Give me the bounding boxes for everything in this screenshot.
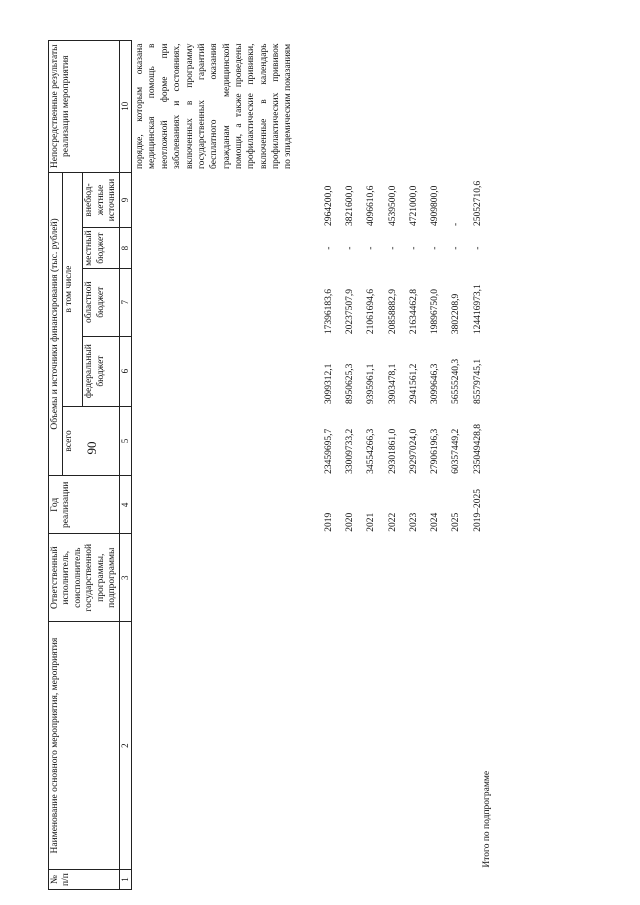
header-including: в том числе (63, 172, 83, 406)
total-cell: 235049428,8 (472, 423, 483, 474)
column-number: 4 (120, 476, 132, 534)
total-cell: 23459695,7 (323, 428, 334, 474)
extra-cell: - (451, 222, 462, 226)
column-number: 3 (120, 534, 132, 622)
column-number: 5 (120, 406, 132, 476)
local-cell: - (323, 246, 334, 250)
program-table (48, 40, 495, 890)
local-cell: - (430, 246, 441, 250)
local-column (312, 228, 495, 268)
regional-cell: 17396183,6 (323, 289, 334, 335)
rotated-document (48, 35, 638, 890)
year-cell: 2021 (366, 512, 377, 532)
header-num: № п/п (49, 870, 120, 890)
column-number: 1 (120, 870, 132, 890)
federal-cell: 8950625,3 (345, 363, 356, 405)
result-text-row (132, 41, 313, 890)
header-name: Наименование основного мероприятия, мероприятия (49, 622, 120, 870)
total-cell: 34554266,3 (366, 428, 377, 474)
federal-cell: 2941561,2 (408, 363, 419, 405)
regional-cell: 3802208,9 (451, 293, 462, 335)
page-number: 90 (84, 441, 99, 455)
year-cell: 2020 (345, 512, 356, 532)
regional-column (312, 268, 495, 336)
column-number: 7 (120, 268, 132, 336)
regional-cell: 20237507,9 (345, 289, 356, 335)
regional-cell: 21061694,6 (366, 289, 377, 335)
total-cell: 29301861,0 (387, 428, 398, 474)
extra-cell: 2964200,0 (323, 185, 334, 226)
result-text: порядке, которым оказана медицинская помощь в неотложной форме при заболеваниях и состояниях, включенных в программу государственных гарантий бесплатного оказания гражданам медицинской помощи, а также проведены профилактические прививки, включенные в календарь профилактических прививок по эпидемическим показаниям (135, 43, 294, 170)
regional-cell: 20858882,9 (387, 289, 398, 335)
local-cell: - (345, 246, 356, 250)
federal-cell: 9395961,1 (366, 363, 377, 405)
subtotal-label: Итого по подпрограмме (482, 770, 493, 868)
total-cell: 27906196,3 (430, 428, 441, 474)
federal-cell: 3099312,1 (323, 363, 334, 405)
column-number: 2 (120, 622, 132, 870)
federal-cell: 85579745,1 (472, 358, 483, 405)
year-cell: 2019–2025 (472, 489, 483, 532)
regional-cell: 21634462,8 (408, 289, 419, 335)
header-results: Непосредственные результаты реализации мероприятия (49, 41, 120, 173)
total-cell: 60357449,2 (451, 428, 462, 474)
extra-cell: 4909800,0 (430, 185, 441, 226)
total-cell: 29297024,0 (408, 428, 419, 474)
years-column (312, 476, 495, 534)
extra-cell: 25052710,6 (472, 180, 483, 226)
column-number: 8 (120, 228, 132, 268)
year-cell: 2023 (408, 512, 419, 532)
column-number-row (120, 41, 132, 890)
header-row-1 (49, 41, 63, 890)
total-cell: 33009733,2 (345, 428, 356, 474)
header-federal: федеральный бюджет (83, 336, 120, 406)
header-year: Год реализации (49, 476, 120, 534)
blank-cell (132, 172, 313, 889)
local-cell: - (366, 246, 377, 250)
regional-cell: 124416973,1 (472, 284, 483, 335)
year-cell: 2019 (323, 512, 334, 532)
year-cell: 2024 (430, 512, 441, 532)
federal-cell: 3903478,1 (387, 363, 398, 405)
column-number: 9 (120, 172, 132, 228)
federal-cell: 3099646,3 (430, 363, 441, 405)
year-cell: 2025 (451, 512, 462, 532)
header-regional: областной бюджет (83, 268, 120, 336)
regional-cell: 19896750,0 (430, 289, 441, 335)
extra-cell: 3821600,0 (345, 185, 356, 226)
total-column (312, 406, 495, 476)
header-local: местный бюджет (83, 228, 120, 268)
local-cell: - (451, 246, 462, 250)
header-funding: Объемы и источники финансирования (тыс. рублей) (49, 172, 63, 476)
column-number: 10 (120, 41, 132, 173)
year-cell: 2022 (387, 512, 398, 532)
federal-column (312, 336, 495, 406)
extra-cell: 4721000,0 (408, 185, 419, 226)
column-number: 6 (120, 336, 132, 406)
local-cell: - (472, 246, 483, 250)
header-executor: Ответственный исполнитель, соисполнитель государственной программы, подпрограммы (49, 534, 120, 622)
extra-cell: 4539500,0 (387, 185, 398, 226)
extra-column (312, 172, 495, 228)
local-cell: - (387, 246, 398, 250)
federal-cell: 56555240,3 (451, 358, 462, 405)
header-extra: внебюд- жетные источники (83, 172, 120, 228)
header-total: всего (63, 406, 120, 476)
extra-cell: 4096610,6 (366, 185, 377, 226)
local-cell: - (408, 246, 419, 250)
